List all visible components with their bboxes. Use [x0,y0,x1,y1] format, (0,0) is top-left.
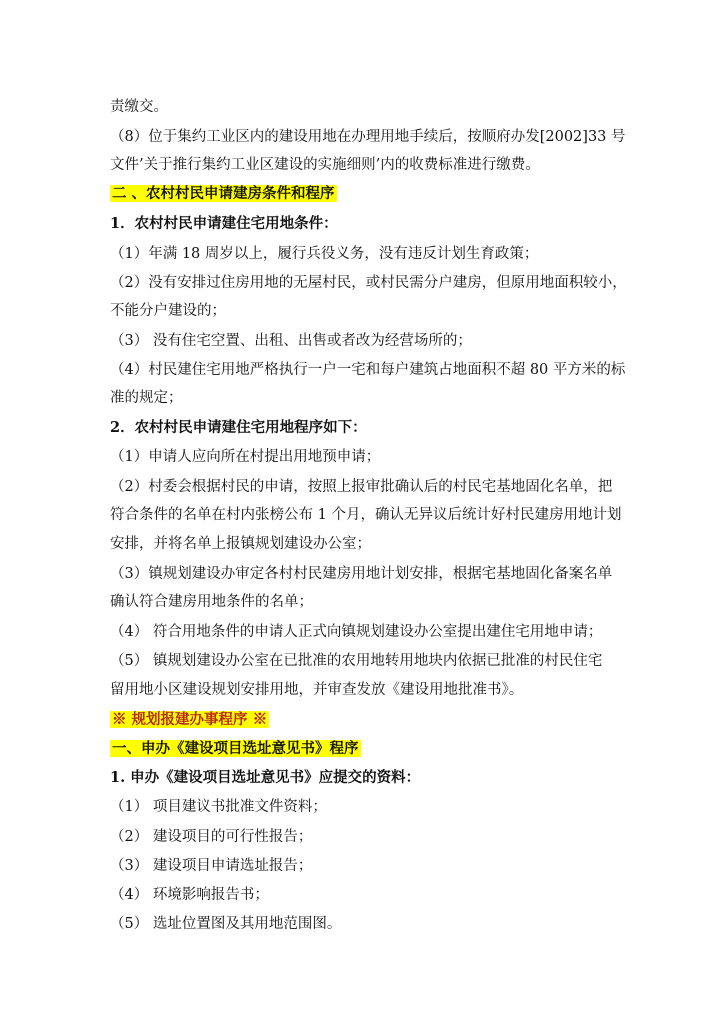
text-line: 符合条件的名单在村内张榜公布 1 个月，确认无异议后统计好村民建房用地计划 [110,507,622,523]
list-item: （5） 选址位置图及其用地范围图。 [110,916,342,932]
list-item: （4） 环境影响报告书； [110,887,269,903]
subheading-conditions: 1．农村村民申请建住宅用地条件： [110,215,338,232]
section-heading-site-selection [110,739,361,759]
highlighted-heading-text: 一、申办《建设项目选址意见书》程序 [112,740,359,757]
list-item: （3） 没有住宅空置、出租、出售或者改为经营场所的； [110,333,472,349]
highlighted-heading-text: 二 、农村村民申请建房条件和程序 [112,185,335,202]
section-heading-planning [110,710,269,730]
subheading-materials: 1. 申办《建设项目选址意见书》应提交的资料： [110,769,421,786]
text-line: （8）位于集约工业区内的建设用地在办理用地手续后，按顺府办发[2002]33 号 [110,129,626,145]
list-item: （5） 镇规划建设办公室在已批准的农用地转用地块内依据已批准的村民住宅 [110,653,603,669]
subheading-procedure: 2．农村村民申请建住宅用地程序如下： [110,419,367,436]
text-line: 责缴交。 [110,99,168,115]
list-item: （1）申请人应向所在村提出用地预申请； [110,449,381,465]
highlighted-heading-text: ※ 规划报建办事程序 ※ [112,711,268,728]
text-line: 安排，并将名单上报镇规划建设办公室； [110,536,371,552]
list-item: （2） 建设项目的可行性报告； [110,829,313,845]
list-item: （1） 项目建议书批准文件资料； [110,799,327,815]
list-item: （4） 符合用地条件的申请人正式向镇规划建设办公室提出建住宅用地申请； [110,624,603,640]
list-item: （4）村民建住宅用地严格执行一户一宅和每户建筑占地面积不超 80 平方米的标 [110,362,626,378]
list-item: （2）没有安排过住房用地的无屋村民，或村民需分户建房，但原用地面积较小， [110,275,627,291]
text-line: 确认符合建房用地条件的名单； [110,594,313,610]
list-item: （3） 建设项目申请选址报告； [110,858,313,874]
text-line: 不能分户建设的； [110,303,226,319]
list-item: （2）村委会根据村民的申请，按照上报审批确认后的村民宅基地固化名单，把 [110,479,613,495]
list-item: （1）年满 18 周岁以上，履行兵役义务，没有违反计划生育政策； [110,246,539,262]
section-heading-rural-housing [110,184,337,204]
text-line: 准的规定； [110,390,183,406]
list-item: （3）镇规划建设办审定各村村民建房用地计划安排，根据宅基地固化备案名单 [110,566,613,582]
text-line: 留用地小区建设规划安排用地，并审查发放《建设用地批准书》。 [110,682,524,698]
text-line: 文件’关于推行集约工业区建设的实施细则’内的收费标准进行缴费。 [110,157,540,173]
